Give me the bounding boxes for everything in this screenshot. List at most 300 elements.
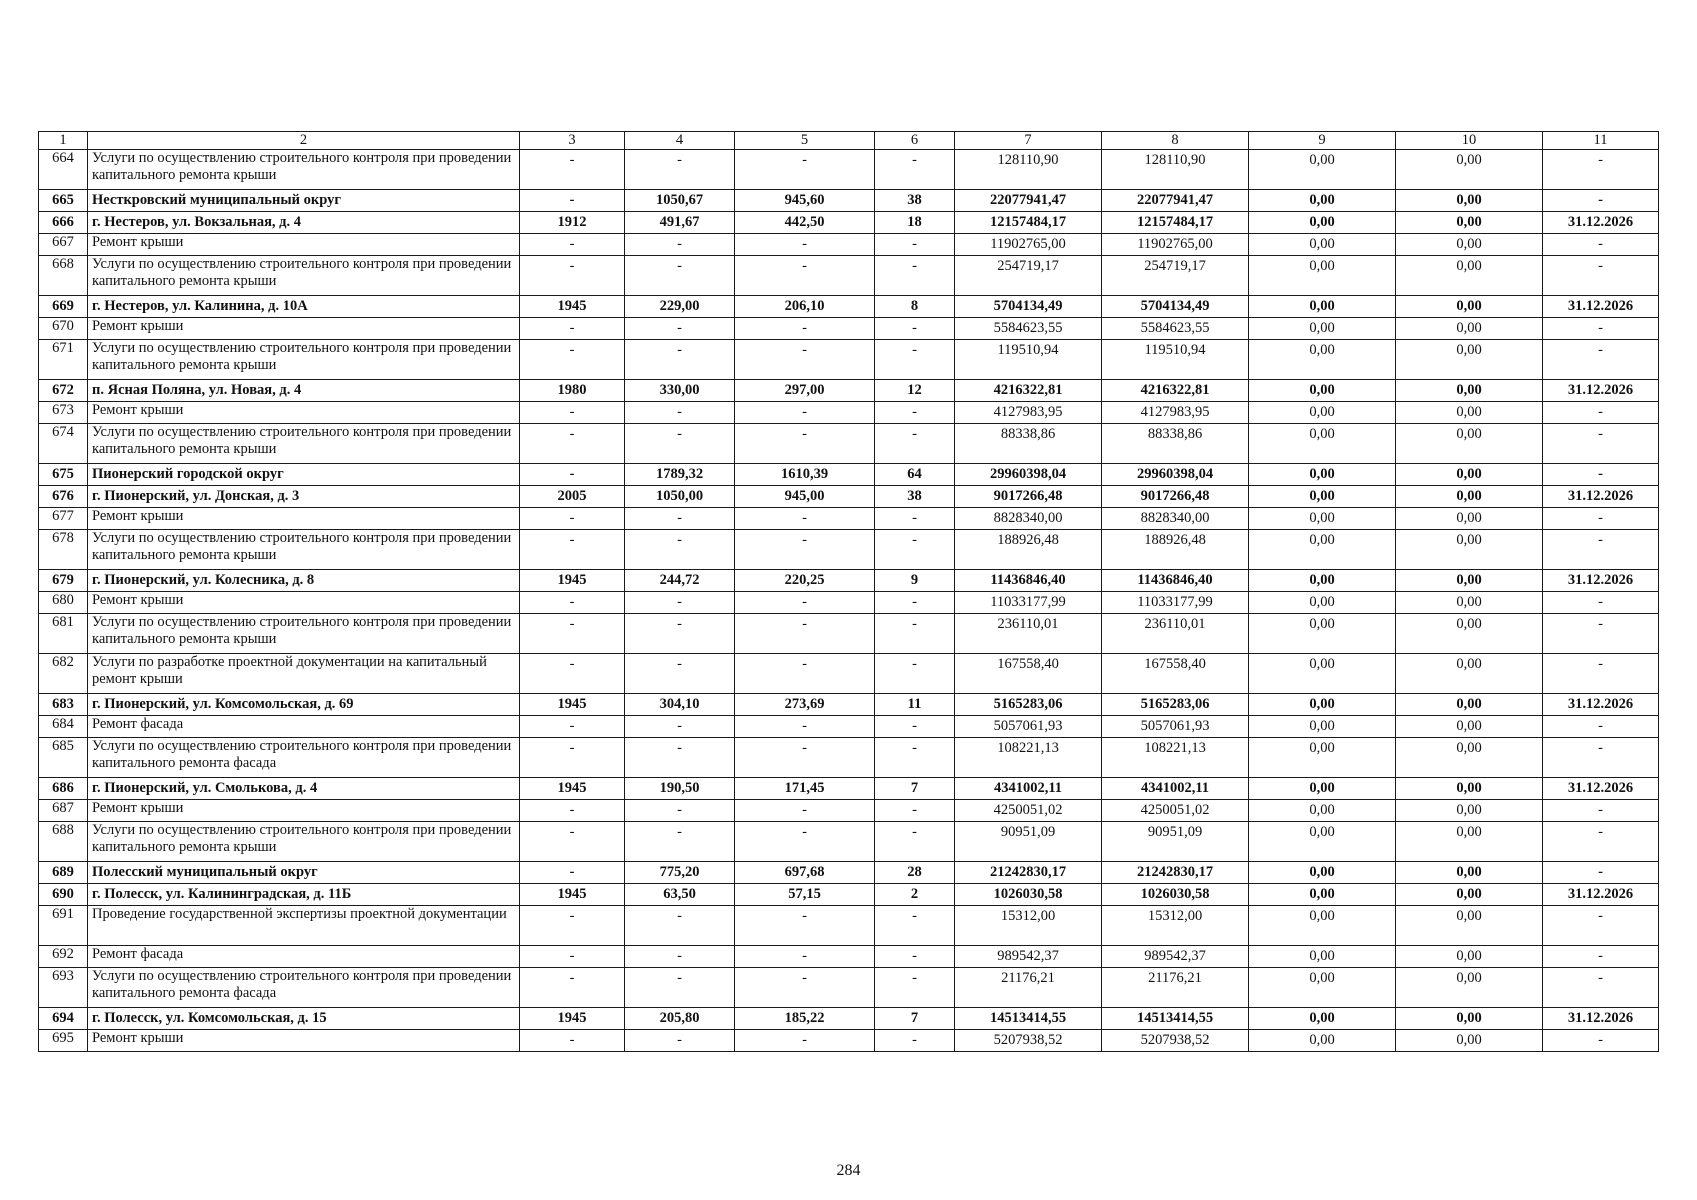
cell-owners-cost: 0,00: [1396, 778, 1543, 800]
cell-municipal-cost: 0,00: [1249, 1030, 1396, 1052]
column-number-2: 2: [88, 132, 520, 150]
cell-residential-area: -: [735, 402, 875, 424]
cell-total-area: -: [625, 150, 735, 190]
table-row: [39, 464, 1659, 486]
cell-build-year: -: [520, 738, 625, 778]
cell-residential-area: 297,00: [735, 380, 875, 402]
table-row: [39, 694, 1659, 716]
cell-owners-cost: 0,00: [1396, 800, 1543, 822]
cell-municipal-cost: 0,00: [1249, 486, 1396, 508]
table-row: [39, 190, 1659, 212]
cell-municipal-cost: 0,00: [1249, 716, 1396, 738]
cell-regional-fund-cost: 88338,86: [1102, 424, 1249, 464]
cell-regional-fund-cost: 119510,94: [1102, 340, 1249, 380]
cell-owners-cost: 0,00: [1396, 968, 1543, 1008]
cell-municipal-cost: 0,00: [1249, 380, 1396, 402]
cell-residents-count: -: [875, 968, 955, 1008]
cell-residential-area: 273,69: [735, 694, 875, 716]
cell-residential-area: -: [735, 716, 875, 738]
cell-item-name: г. Пионерский, ул. Колесника, д. 8: [88, 570, 520, 592]
cell-total-area: 1050,67: [625, 190, 735, 212]
cell-completion-date: 31.12.2026: [1543, 380, 1659, 402]
cell-owners-cost: 0,00: [1396, 530, 1543, 570]
table-row: [39, 530, 1659, 570]
page-number: 284: [836, 1162, 861, 1179]
cell-item-name: Ремонт фасада: [88, 716, 520, 738]
cell-build-year: -: [520, 654, 625, 694]
cell-total-area: -: [625, 234, 735, 256]
cell-municipal-cost: 0,00: [1249, 884, 1396, 906]
cell-completion-date: -: [1543, 402, 1659, 424]
cell-residents-count: 7: [875, 1008, 955, 1030]
cell-residential-area: 171,45: [735, 778, 875, 800]
cell-completion-date: 31.12.2026: [1543, 212, 1659, 234]
cell-build-year: -: [520, 508, 625, 530]
cell-municipal-cost: 0,00: [1249, 968, 1396, 1008]
cell-municipal-cost: 0,00: [1249, 906, 1396, 946]
cell-municipal-cost: 0,00: [1249, 694, 1396, 716]
cell-regional-fund-cost: 4127983,95: [1102, 402, 1249, 424]
cell-build-year: -: [520, 530, 625, 570]
cell-build-year: 1945: [520, 570, 625, 592]
cell-residential-area: -: [735, 318, 875, 340]
cell-residential-area: 945,60: [735, 190, 875, 212]
column-number-1: 1: [39, 132, 88, 150]
cell-completion-date: -: [1543, 592, 1659, 614]
table-row: [39, 424, 1659, 464]
cell-build-year: 1945: [520, 694, 625, 716]
cell-municipal-cost: 0,00: [1249, 614, 1396, 654]
cell-municipal-cost: 0,00: [1249, 340, 1396, 380]
cell-residential-area: -: [735, 800, 875, 822]
cell-residential-area: -: [735, 614, 875, 654]
column-number-3: 3: [520, 132, 625, 150]
cell-row-number: 672: [39, 380, 88, 402]
cell-residential-area: 57,15: [735, 884, 875, 906]
cell-build-year: 1980: [520, 380, 625, 402]
cell-row-number: 685: [39, 738, 88, 778]
cell-item-name: Ремонт крыши: [88, 1030, 520, 1052]
cell-total-area: 244,72: [625, 570, 735, 592]
cell-residents-count: 2: [875, 884, 955, 906]
cell-completion-date: 31.12.2026: [1543, 778, 1659, 800]
cell-residents-count: -: [875, 340, 955, 380]
cell-municipal-cost: 0,00: [1249, 424, 1396, 464]
cell-total-cost: 108221,13: [955, 738, 1102, 778]
cell-build-year: 2005: [520, 486, 625, 508]
cell-owners-cost: 0,00: [1396, 1030, 1543, 1052]
cell-build-year: -: [520, 1030, 625, 1052]
table-row: [39, 884, 1659, 906]
cell-item-name: Услуги по осуществлению строительного контроля при проведении капитального ремонта крыши: [88, 822, 520, 862]
cell-municipal-cost: 0,00: [1249, 570, 1396, 592]
cell-regional-fund-cost: 989542,37: [1102, 946, 1249, 968]
cell-completion-date: -: [1543, 150, 1659, 190]
cell-total-area: 1789,32: [625, 464, 735, 486]
cell-total-cost: 11436846,40: [955, 570, 1102, 592]
cell-residents-count: -: [875, 592, 955, 614]
cell-item-name: г. Полесск, ул. Комсомольская, д. 15: [88, 1008, 520, 1030]
cell-completion-date: -: [1543, 614, 1659, 654]
cell-residents-count: -: [875, 738, 955, 778]
cell-residential-area: -: [735, 150, 875, 190]
cell-item-name: Услуги по осуществлению строительного контроля при проведении капитального ремонта крыши: [88, 150, 520, 190]
table-row: [39, 508, 1659, 530]
cell-municipal-cost: 0,00: [1249, 402, 1396, 424]
cell-residents-count: -: [875, 822, 955, 862]
cell-item-name: Услуги по осуществлению строительного контроля при проведении капитального ремонта крыши: [88, 424, 520, 464]
cell-regional-fund-cost: 21176,21: [1102, 968, 1249, 1008]
cell-build-year: -: [520, 592, 625, 614]
cell-residents-count: -: [875, 906, 955, 946]
cell-municipal-cost: 0,00: [1249, 862, 1396, 884]
cell-row-number: 690: [39, 884, 88, 906]
cell-regional-fund-cost: 4250051,02: [1102, 800, 1249, 822]
cell-build-year: -: [520, 464, 625, 486]
cell-row-number: 666: [39, 212, 88, 234]
column-number-11: 11: [1543, 132, 1659, 150]
cell-owners-cost: 0,00: [1396, 862, 1543, 884]
cell-total-area: 491,67: [625, 212, 735, 234]
cell-completion-date: -: [1543, 822, 1659, 862]
cell-build-year: -: [520, 190, 625, 212]
cell-build-year: -: [520, 234, 625, 256]
cell-regional-fund-cost: 11902765,00: [1102, 234, 1249, 256]
cell-owners-cost: 0,00: [1396, 508, 1543, 530]
table-row: [39, 822, 1659, 862]
cell-total-cost: 5584623,55: [955, 318, 1102, 340]
cell-regional-fund-cost: 14513414,55: [1102, 1008, 1249, 1030]
cell-regional-fund-cost: 5057061,93: [1102, 716, 1249, 738]
column-number-8: 8: [1102, 132, 1249, 150]
table-row: [39, 212, 1659, 234]
cell-residential-area: -: [735, 592, 875, 614]
cell-regional-fund-cost: 22077941,47: [1102, 190, 1249, 212]
cell-residents-count: -: [875, 234, 955, 256]
cell-completion-date: -: [1543, 234, 1659, 256]
cell-residential-area: -: [735, 340, 875, 380]
cell-residents-count: 64: [875, 464, 955, 486]
cell-item-name: г. Пионерский, ул. Донская, д. 3: [88, 486, 520, 508]
cell-item-name: Услуги по разработке проектной документации на капитальный ремонт крыши: [88, 654, 520, 694]
cell-row-number: 664: [39, 150, 88, 190]
cell-residential-area: -: [735, 234, 875, 256]
cell-total-cost: 119510,94: [955, 340, 1102, 380]
cell-total-area: -: [625, 424, 735, 464]
cell-total-cost: 188926,48: [955, 530, 1102, 570]
cell-owners-cost: 0,00: [1396, 486, 1543, 508]
cell-regional-fund-cost: 29960398,04: [1102, 464, 1249, 486]
table-row: [39, 1030, 1659, 1052]
cell-regional-fund-cost: 9017266,48: [1102, 486, 1249, 508]
cell-residential-area: -: [735, 508, 875, 530]
cell-residents-count: 11: [875, 694, 955, 716]
cell-completion-date: -: [1543, 800, 1659, 822]
cell-residents-count: -: [875, 318, 955, 340]
cell-residents-count: -: [875, 150, 955, 190]
table-row: [39, 906, 1659, 946]
cell-total-area: -: [625, 402, 735, 424]
cell-total-area: -: [625, 592, 735, 614]
cell-residential-area: 185,22: [735, 1008, 875, 1030]
cell-municipal-cost: 0,00: [1249, 822, 1396, 862]
cell-owners-cost: 0,00: [1396, 402, 1543, 424]
column-number-header-row: [39, 132, 1659, 150]
cell-row-number: 692: [39, 946, 88, 968]
cell-completion-date: -: [1543, 318, 1659, 340]
cell-build-year: -: [520, 800, 625, 822]
cell-residential-area: 442,50: [735, 212, 875, 234]
table-row: [39, 1008, 1659, 1030]
cell-row-number: 678: [39, 530, 88, 570]
cell-owners-cost: 0,00: [1396, 340, 1543, 380]
cell-regional-fund-cost: 4341002,11: [1102, 778, 1249, 800]
cell-completion-date: -: [1543, 738, 1659, 778]
cell-item-name: г. Нестеров, ул. Вокзальная, д. 4: [88, 212, 520, 234]
cell-build-year: 1945: [520, 884, 625, 906]
cell-build-year: -: [520, 968, 625, 1008]
cell-owners-cost: 0,00: [1396, 296, 1543, 318]
cell-total-cost: 4341002,11: [955, 778, 1102, 800]
cell-row-number: 694: [39, 1008, 88, 1030]
cell-row-number: 679: [39, 570, 88, 592]
cell-build-year: 1945: [520, 1008, 625, 1030]
cell-municipal-cost: 0,00: [1249, 800, 1396, 822]
table-row: [39, 150, 1659, 190]
cell-row-number: 674: [39, 424, 88, 464]
cell-residents-count: -: [875, 1030, 955, 1052]
cell-completion-date: 31.12.2026: [1543, 486, 1659, 508]
cell-total-cost: 989542,37: [955, 946, 1102, 968]
table-row: [39, 614, 1659, 654]
cell-row-number: 682: [39, 654, 88, 694]
cell-item-name: Ремонт крыши: [88, 592, 520, 614]
cell-total-cost: 1026030,58: [955, 884, 1102, 906]
cell-item-name: Полесский муниципальный округ: [88, 862, 520, 884]
cell-owners-cost: 0,00: [1396, 884, 1543, 906]
cell-regional-fund-cost: 11436846,40: [1102, 570, 1249, 592]
column-number-7: 7: [955, 132, 1102, 150]
cell-residents-count: 7: [875, 778, 955, 800]
cell-total-area: -: [625, 800, 735, 822]
cell-owners-cost: 0,00: [1396, 234, 1543, 256]
cell-item-name: г. Полесск, ул. Калининградская, д. 11Б: [88, 884, 520, 906]
cell-row-number: 669: [39, 296, 88, 318]
cell-total-cost: 167558,40: [955, 654, 1102, 694]
cell-owners-cost: 0,00: [1396, 424, 1543, 464]
cell-item-name: Услуги по осуществлению строительного контроля при проведении капитального ремонта фасада: [88, 968, 520, 1008]
cell-total-area: -: [625, 968, 735, 1008]
cell-completion-date: -: [1543, 968, 1659, 1008]
cell-owners-cost: 0,00: [1396, 716, 1543, 738]
cell-build-year: -: [520, 822, 625, 862]
cell-municipal-cost: 0,00: [1249, 778, 1396, 800]
cell-total-cost: 254719,17: [955, 256, 1102, 296]
cell-completion-date: -: [1543, 424, 1659, 464]
cell-residents-count: 18: [875, 212, 955, 234]
cell-build-year: 1945: [520, 296, 625, 318]
cell-residents-count: 28: [875, 862, 955, 884]
cell-build-year: -: [520, 340, 625, 380]
cell-item-name: Проведение государственной экспертизы проектной документации: [88, 906, 520, 946]
cell-regional-fund-cost: 21242830,17: [1102, 862, 1249, 884]
cell-build-year: -: [520, 906, 625, 946]
cell-residential-area: -: [735, 822, 875, 862]
cell-regional-fund-cost: 108221,13: [1102, 738, 1249, 778]
cell-total-area: -: [625, 716, 735, 738]
cell-regional-fund-cost: 236110,01: [1102, 614, 1249, 654]
cell-item-name: Ремонт фасада: [88, 946, 520, 968]
cell-regional-fund-cost: 5584623,55: [1102, 318, 1249, 340]
cell-residents-count: 12: [875, 380, 955, 402]
cell-completion-date: -: [1543, 464, 1659, 486]
cell-completion-date: 31.12.2026: [1543, 884, 1659, 906]
cell-item-name: Услуги по осуществлению строительного контроля при проведении капитального ремонта фасада: [88, 738, 520, 778]
cell-owners-cost: 0,00: [1396, 738, 1543, 778]
cell-total-cost: 21242830,17: [955, 862, 1102, 884]
cell-total-area: -: [625, 738, 735, 778]
cell-total-area: -: [625, 340, 735, 380]
cell-owners-cost: 0,00: [1396, 380, 1543, 402]
cell-build-year: 1912: [520, 212, 625, 234]
cell-total-cost: 236110,01: [955, 614, 1102, 654]
cell-total-cost: 21176,21: [955, 968, 1102, 1008]
cell-residential-area: -: [735, 530, 875, 570]
cell-row-number: 665: [39, 190, 88, 212]
cell-regional-fund-cost: 12157484,17: [1102, 212, 1249, 234]
cell-residents-count: -: [875, 946, 955, 968]
cell-total-area: -: [625, 946, 735, 968]
table-row: [39, 486, 1659, 508]
cell-residents-count: -: [875, 654, 955, 694]
cell-total-area: -: [625, 1030, 735, 1052]
cell-regional-fund-cost: 11033177,99: [1102, 592, 1249, 614]
cell-residents-count: 9: [875, 570, 955, 592]
column-number-10: 10: [1396, 132, 1543, 150]
cell-owners-cost: 0,00: [1396, 694, 1543, 716]
cell-municipal-cost: 0,00: [1249, 150, 1396, 190]
cell-total-cost: 5057061,93: [955, 716, 1102, 738]
cell-completion-date: -: [1543, 946, 1659, 968]
cell-owners-cost: 0,00: [1396, 570, 1543, 592]
cell-residential-area: -: [735, 946, 875, 968]
cell-item-name: Ремонт крыши: [88, 234, 520, 256]
cell-total-cost: 5165283,06: [955, 694, 1102, 716]
cell-row-number: 693: [39, 968, 88, 1008]
cell-residential-area: 1610,39: [735, 464, 875, 486]
cell-completion-date: -: [1543, 716, 1659, 738]
cell-build-year: -: [520, 614, 625, 654]
column-number-9: 9: [1249, 132, 1396, 150]
cell-total-area: -: [625, 614, 735, 654]
cell-municipal-cost: 0,00: [1249, 190, 1396, 212]
cell-residential-area: -: [735, 906, 875, 946]
cell-owners-cost: 0,00: [1396, 592, 1543, 614]
cell-build-year: -: [520, 424, 625, 464]
cell-municipal-cost: 0,00: [1249, 530, 1396, 570]
cell-build-year: -: [520, 862, 625, 884]
cell-build-year: -: [520, 256, 625, 296]
cell-owners-cost: 0,00: [1396, 464, 1543, 486]
cell-item-name: Ремонт крыши: [88, 800, 520, 822]
cell-total-cost: 14513414,55: [955, 1008, 1102, 1030]
cell-total-area: 775,20: [625, 862, 735, 884]
table-row: [39, 318, 1659, 340]
cell-row-number: 681: [39, 614, 88, 654]
cell-owners-cost: 0,00: [1396, 654, 1543, 694]
cell-regional-fund-cost: 15312,00: [1102, 906, 1249, 946]
cell-total-area: -: [625, 906, 735, 946]
table-row: [39, 296, 1659, 318]
table-row: [39, 654, 1659, 694]
cell-municipal-cost: 0,00: [1249, 946, 1396, 968]
cell-row-number: 680: [39, 592, 88, 614]
cell-row-number: 671: [39, 340, 88, 380]
cell-completion-date: -: [1543, 862, 1659, 884]
cell-total-cost: 11033177,99: [955, 592, 1102, 614]
cell-regional-fund-cost: 8828340,00: [1102, 508, 1249, 530]
cell-build-year: -: [520, 946, 625, 968]
cell-row-number: 688: [39, 822, 88, 862]
table-body: [39, 132, 1659, 1052]
cell-municipal-cost: 0,00: [1249, 318, 1396, 340]
cell-regional-fund-cost: 5165283,06: [1102, 694, 1249, 716]
cell-total-area: 1050,00: [625, 486, 735, 508]
cell-total-cost: 88338,86: [955, 424, 1102, 464]
cell-regional-fund-cost: 254719,17: [1102, 256, 1249, 296]
cell-owners-cost: 0,00: [1396, 212, 1543, 234]
cell-build-year: -: [520, 402, 625, 424]
table-row: [39, 402, 1659, 424]
cell-item-name: г. Пионерский, ул. Комсомольская, д. 69: [88, 694, 520, 716]
cell-total-area: -: [625, 822, 735, 862]
cell-owners-cost: 0,00: [1396, 150, 1543, 190]
cell-residents-count: 8: [875, 296, 955, 318]
table-row: [39, 778, 1659, 800]
cell-total-cost: 5704134,49: [955, 296, 1102, 318]
cell-municipal-cost: 0,00: [1249, 296, 1396, 318]
cell-residential-area: 220,25: [735, 570, 875, 592]
cell-total-area: -: [625, 530, 735, 570]
table-row: [39, 234, 1659, 256]
table-row: [39, 946, 1659, 968]
cell-completion-date: -: [1543, 1030, 1659, 1052]
cell-total-area: -: [625, 654, 735, 694]
cell-total-cost: 29960398,04: [955, 464, 1102, 486]
cell-total-area: 190,50: [625, 778, 735, 800]
cell-completion-date: -: [1543, 256, 1659, 296]
cell-row-number: 676: [39, 486, 88, 508]
cell-row-number: 689: [39, 862, 88, 884]
cell-row-number: 683: [39, 694, 88, 716]
cell-build-year: -: [520, 150, 625, 190]
cell-total-cost: 90951,09: [955, 822, 1102, 862]
cell-item-name: п. Ясная Поляна, ул. Новая, д. 4: [88, 380, 520, 402]
cell-completion-date: -: [1543, 654, 1659, 694]
cell-completion-date: -: [1543, 340, 1659, 380]
cell-residents-count: -: [875, 530, 955, 570]
cell-completion-date: 31.12.2026: [1543, 296, 1659, 318]
cell-completion-date: -: [1543, 190, 1659, 212]
table-row: [39, 380, 1659, 402]
cell-regional-fund-cost: 5207938,52: [1102, 1030, 1249, 1052]
cell-row-number: 667: [39, 234, 88, 256]
capital-repair-table: [38, 131, 1659, 1052]
cell-row-number: 677: [39, 508, 88, 530]
cell-row-number: 668: [39, 256, 88, 296]
cell-completion-date: 31.12.2026: [1543, 694, 1659, 716]
table-row: [39, 862, 1659, 884]
